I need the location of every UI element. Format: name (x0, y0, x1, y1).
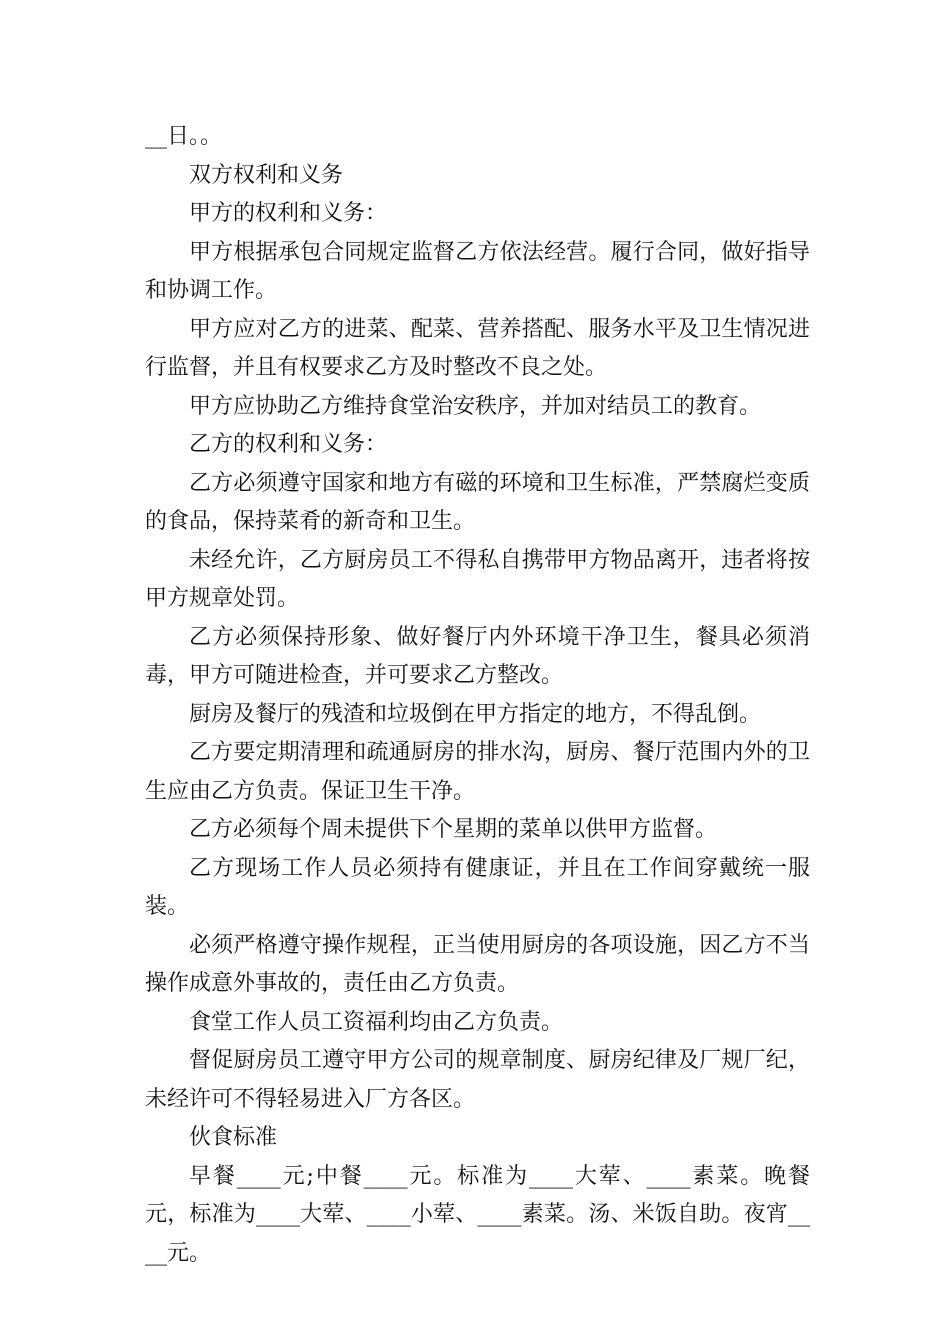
contract-body (145, 118, 810, 1273)
section-heading-rights-obligations: 双方权利和义务 (189, 162, 344, 188)
paragraph-party-a-1: 甲方根据承包合同规定监督乙方依法经营。履行合同，做好指导和协调工作。 (145, 239, 810, 303)
paragraph-party-a-2: 甲方应对乙方的进菜、配菜、营养搭配、服务水平及卫生情况进行监督，并且有权要求乙方及时整改不良之处。 (145, 316, 810, 380)
paragraph-date-tail: __日。。 (145, 124, 223, 149)
paragraph-party-b-7: 乙方现场工作人员必须持有健康证，并且在工作间穿戴统一服装。 (145, 855, 810, 919)
paragraph-party-b-5: 乙方要定期清理和疏通厨房的排水沟，厨房、餐厅范围内外的卫生应由乙方负责。保证卫生干净。 (145, 740, 810, 804)
paragraph-party-b-3: 乙方必须保持形象、做好餐厅内外环境干净卫生，餐具必须消毒，甲方可随进检查，并可要求乙方整改。 (145, 624, 810, 688)
paragraph-party-b-2: 未经允许，乙方厨房员工不得私自携带甲方物品离开，违者将按甲方规章处罚。 (145, 547, 810, 611)
section-heading-meal-standard: 伙食标准 (189, 1125, 278, 1150)
paragraph-party-b-6: 乙方必须每个周未提供下个星期的菜单以供甲方监督。 (189, 817, 718, 842)
paragraph-party-b-4: 厨房及餐厅的残渣和垃圾倒在甲方指定的地方，不得乱倒。 (189, 701, 762, 727)
subheading-party-b: 乙方的权利和义务： (189, 432, 388, 457)
paragraph-party-b-1: 乙方必须遵守国家和地方有磁的环境和卫生标准，严禁腐烂变质的食品，保持菜肴的新奇和卫生。 (145, 470, 810, 534)
paragraph-meal-standard: 早餐____元;中餐____元。标准为____大荤、____素菜。晚餐元，标准为____大荤、____小荤、____素菜。汤、米饭自助。夜宵____元。 (145, 1163, 810, 1266)
paragraph-party-b-10: 督促厨房员工遵守甲方公司的规章制度、厨房纪律及厂规厂纪，未经许可不得轻易进入厂方各区。 (145, 1048, 810, 1112)
paragraph-party-b-8: 必须严格遵守操作规程，正当使用厨房的各项设施，因乙方不当操作成意外事故的，责任由乙方负责。 (145, 932, 810, 996)
subheading-party-a: 甲方的权利和义务： (189, 201, 388, 226)
paragraph-party-a-3: 甲方应协助乙方维持食堂治安秩序，并加对结员工的教育。 (189, 393, 762, 419)
paragraph-party-b-9: 食堂工作人员工资福利均由乙方负责。 (189, 1009, 564, 1035)
